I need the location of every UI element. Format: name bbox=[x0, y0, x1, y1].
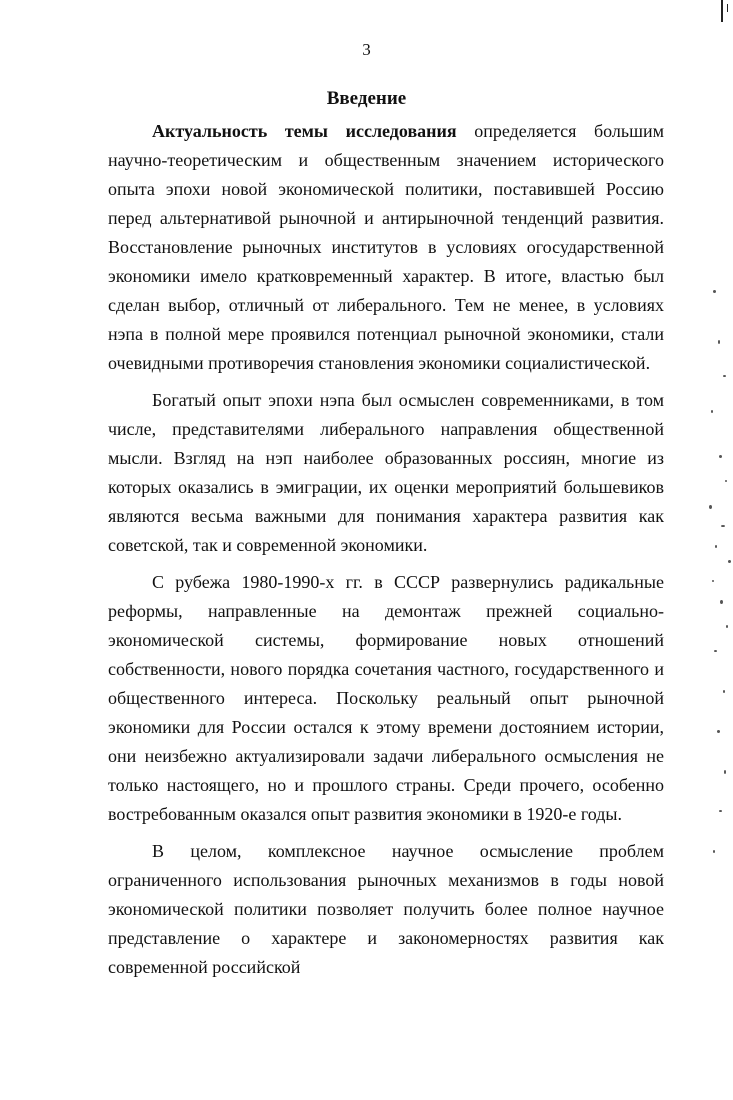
scan-speck bbox=[712, 580, 714, 582]
scan-speck bbox=[723, 375, 726, 377]
scan-speck bbox=[718, 340, 720, 344]
scan-speck bbox=[715, 545, 717, 548]
scan-speck bbox=[719, 810, 722, 812]
section-heading: Введение bbox=[326, 88, 407, 109]
paragraph-1-text: определяется большим научно-теоретическим и общественным значением исторического опыта эпохи новой экономической политики, поставившей Россию перед альтернативой рыночной и антирыночной тенденций развития. Восстановление рыночных институтов в условиях огосударственной экономики имело кратковременный характер. В итоге, властью был сделан выбор, отличный от либерального. Тем не менее, в условиях нэпа в полной мере проявился потенциал рыночной экономики, стали очевидными противоречия становления экономики социалистической. bbox=[108, 121, 665, 373]
scan-speck bbox=[720, 600, 723, 604]
paragraph-2: Богатый опыт эпохи нэпа был осмыслен современниками, в том числе, представителями либерального направления общественной мысли. Взгляд на нэп наиболее образованных россиян, многие из которых оказались в эмиграции, их оценки мероприятий большевиков являются весьма важными для понимания характера развития как советской, так и современной экономики. bbox=[108, 390, 664, 555]
scan-speck bbox=[726, 625, 728, 628]
scan-speck bbox=[714, 650, 717, 652]
scan-edge-mark bbox=[721, 0, 723, 22]
scan-speck bbox=[728, 560, 731, 563]
page-number: 3 bbox=[362, 40, 371, 59]
scan-speck bbox=[721, 525, 725, 527]
paragraph-4: В целом, комплексное научное осмысление проблем ограниченного использования рыночных механизмов в годы новой экономической политики позволяет получить более полное научное представление о характере и закономерностях развития как современной российской bbox=[108, 841, 664, 977]
scan-speck bbox=[725, 480, 727, 482]
scan-speck bbox=[723, 690, 725, 693]
scan-speck bbox=[724, 770, 726, 774]
paragraph-1 bbox=[108, 117, 664, 378]
scan-speck bbox=[719, 455, 722, 458]
scan-speck bbox=[709, 505, 712, 509]
paragraph-3: С рубежа 1980-1990-х гг. в СССР развернулись радикальные реформы, направленные на демонтаж прежней социально-экономической системы, формирование новых отношений собственности, нового порядка сочетания частного, государственного и общественного интереса. Поскольку реальный опыт рыночной экономики для России остался к этому времени достоянием истории, они неизбежно актуализировали задачи либерального осмысления не только настоящего, но и прошлого страны. Среди прочего, особенно востребованным оказался опыт развития экономики в 1920-е годы. bbox=[108, 572, 664, 824]
scan-speck bbox=[711, 410, 713, 413]
scan-speck bbox=[713, 850, 715, 853]
scan-edge-mark bbox=[727, 4, 728, 12]
body-text bbox=[108, 117, 664, 982]
scan-speck bbox=[713, 290, 716, 293]
scan-noise-margin bbox=[673, 0, 733, 1100]
paragraph-lead-bold: Актуальность темы исследования bbox=[152, 121, 457, 141]
scan-speck bbox=[717, 730, 720, 733]
